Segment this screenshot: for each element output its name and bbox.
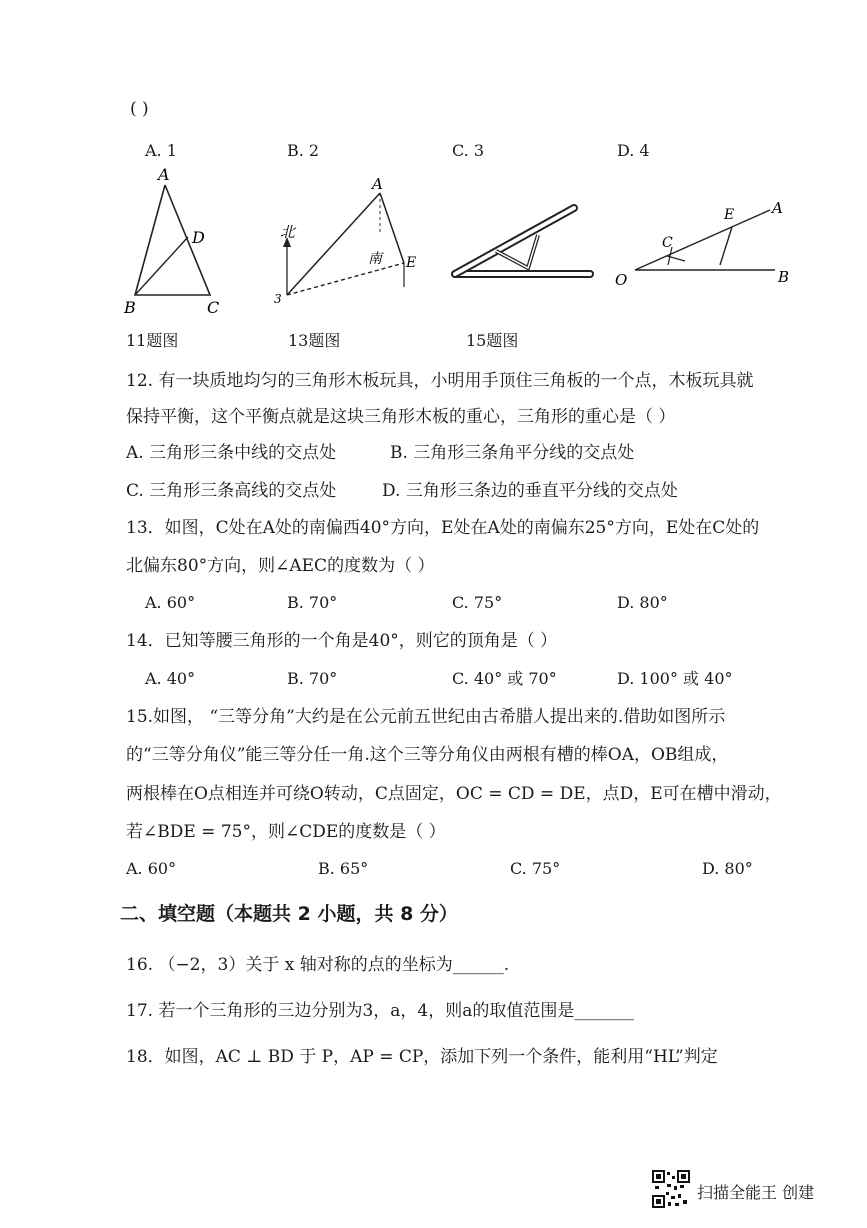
fig15b-label-e: E <box>724 207 735 223</box>
q15-option-a: A. 60° <box>126 859 177 878</box>
q15-option-d: D. 80° <box>702 859 753 878</box>
q11-option-d: D. 4 <box>617 141 650 160</box>
fig15b-label-o: O <box>615 271 628 289</box>
qr-code-icon <box>652 1170 690 1208</box>
q13-option-d: D. 80° <box>617 593 668 612</box>
q14-option-c: C. 40° 或 70° <box>452 669 557 688</box>
q15-line-3: 两根棒在O点相连并可绕O转动，C点固定，OC = CD = DE，点D，E可在槽中滑动， <box>126 784 782 804</box>
q15-option-b: B. 65° <box>318 859 369 878</box>
q12-option-d: D. 三角形三条边的垂直平分线的交点处 <box>382 481 678 501</box>
fig11-label-a: A <box>158 165 170 184</box>
fig13-caption: 13题图 <box>288 331 341 350</box>
q15-line-2: 的“三等分角仪”能三等分任一角.这个三等分角仪由两根有槽的棒OA，OB组成， <box>126 745 729 765</box>
fig15b-label-b: B <box>778 268 790 286</box>
q11-option-c: C. 3 <box>452 141 485 160</box>
q15-line-1: 15.如图， “三等分角”大约是在公元前五世纪由古希腊人提出来的.借助如图所示 <box>126 707 726 727</box>
fig11-caption: 11题图 <box>126 331 179 350</box>
fig13-label-e: E <box>406 255 417 271</box>
fig11-label-d: D <box>192 228 205 247</box>
section-2-title: 二、填空题（本题共 2 小题，共 8 分） <box>120 903 458 925</box>
fig11-label-c: C <box>207 298 220 317</box>
q11-option-b: B. 2 <box>287 141 320 160</box>
q13-option-a: A. 60° <box>145 593 196 612</box>
fig15-caption: 15题图 <box>466 331 519 350</box>
q13-line-2: 北偏东80°方向，则∠AEC的度数为（ ） <box>126 556 435 576</box>
figure-15-angle-diagram <box>610 195 800 290</box>
q13-line-1: 13．如图，C处在A处的南偏西40°方向，E处在A处的南偏东25°方向，E处在C处的 <box>126 518 760 538</box>
fig15b-label-c: C <box>662 235 673 251</box>
q14-option-a: A. 40° <box>145 669 196 688</box>
q13-option-c: C. 75° <box>452 593 503 612</box>
fig13-label-north: 北 <box>280 223 296 241</box>
q12-option-a: A. 三角形三条中线的交点处 <box>126 443 337 463</box>
q12-option-c: C. 三角形三条高线的交点处 <box>126 481 337 501</box>
scanner-brand-label: 扫描全能王 创建 <box>697 1183 815 1202</box>
figure-15-trisector <box>450 200 600 290</box>
q11-option-a: A. 1 <box>145 141 177 160</box>
q12-line-1: 12. 有一块质地均匀的三角形木板玩具，小明用手顶住三角板的一个点，木板玩具就 <box>126 371 754 391</box>
q12-line-2: 保持平衡，这个平衡点就是这块三角形木板的重心，三角形的重心是（ ） <box>126 407 676 427</box>
q15-line-4: 若∠BDE = 75°，则∠CDE的度数是（ ） <box>126 822 446 842</box>
q14-option-b: B. 70° <box>287 669 338 688</box>
fig11-label-b: B <box>124 298 136 317</box>
fig13-label-south: 南 <box>368 251 382 267</box>
q12-option-b: B. 三角形三条角平分线的交点处 <box>390 443 635 463</box>
figure-13-bearings <box>270 175 420 310</box>
fig13-label-c: 3 <box>274 292 282 306</box>
q14-option-d: D. 100° 或 40° <box>617 669 733 688</box>
q17-text: 17. 若一个三角形的三边分别为3，a，4，则a的取值范围是_______ <box>126 1001 634 1021</box>
fig13-label-a: A <box>372 175 383 193</box>
fig15b-label-a: A <box>772 199 783 217</box>
q14-line-1: 14．已知等腰三角形的一个角是40°，则它的顶角是（ ） <box>126 631 558 651</box>
q16-text: 16. （−2，3）关于 x 轴对称的点的坐标为______. <box>126 955 510 975</box>
figure-11-triangle <box>120 165 230 315</box>
q15-option-c: C. 75° <box>510 859 561 878</box>
q18-text: 18．如图，AC ⊥ BD 于 P，AP = CP，添加下列一个条件，能利用“HL”判定 <box>126 1047 718 1067</box>
q11-answer-bracket: ( ) <box>130 99 149 119</box>
q13-option-b: B. 70° <box>287 593 338 612</box>
